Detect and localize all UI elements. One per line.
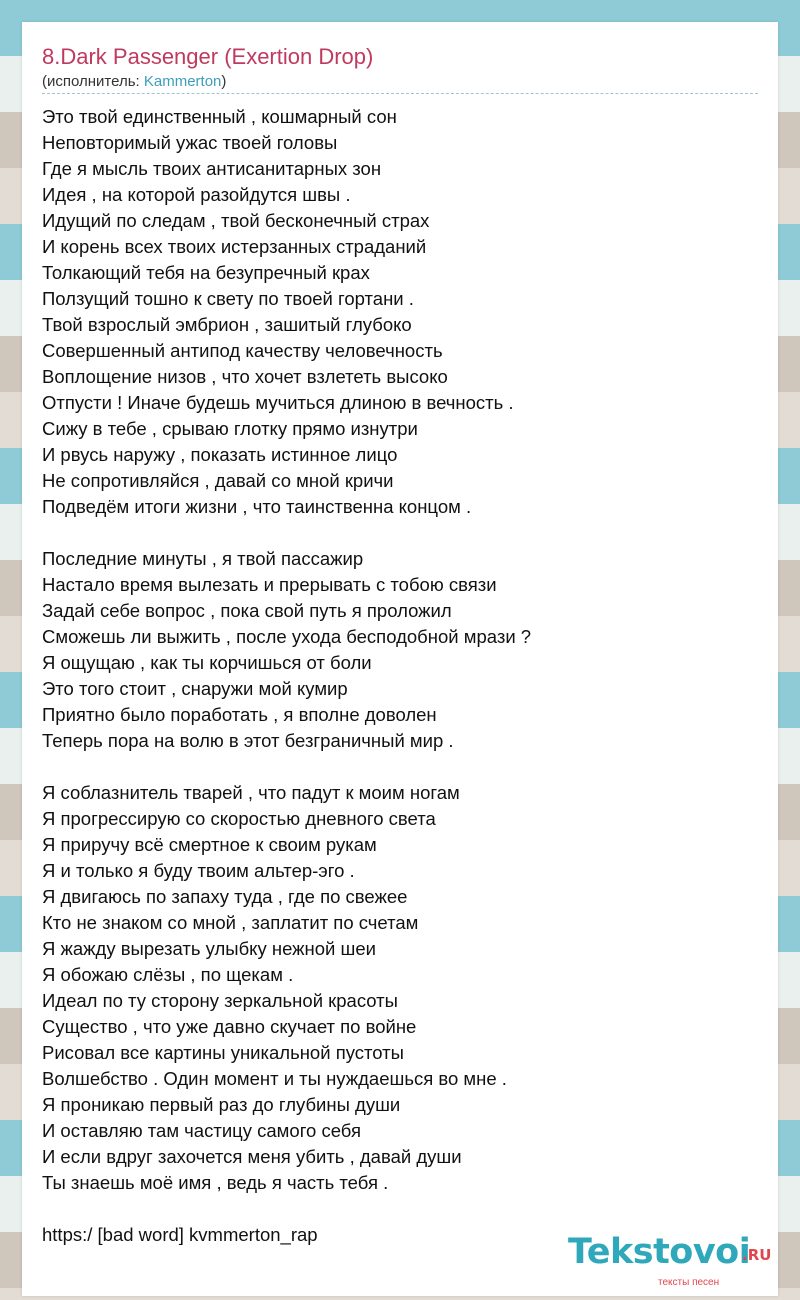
lyric-line: Идущий по следам , твой бесконечный страх	[42, 210, 430, 231]
artist-link[interactable]: Kammerton	[143, 73, 222, 90]
lyric-line: Я и только я буду твоим альтер-эго .	[42, 860, 355, 881]
verse	[42, 546, 762, 754]
lyric-line: Сижу в тебе , срываю глотку прямо изнутри	[42, 418, 418, 439]
lyric-line: Настало время вылезать и прерывать с тобою связи	[42, 574, 497, 595]
title-divider	[42, 93, 758, 94]
lyrics-card	[22, 22, 778, 1296]
lyric-line: Я приручу всё смертное к своим рукам	[42, 834, 377, 855]
lyric-line: Ты знаешь моё имя , ведь я часть тебя .	[42, 1172, 389, 1193]
lyric-line: Я обожаю слёзы , по щекам .	[42, 964, 294, 985]
verse	[42, 780, 762, 1196]
lyric-line: Толкающий тебя на безупречный крах	[42, 262, 370, 283]
lyric-line: Я ощущаю , как ты корчишься от боли	[42, 652, 372, 673]
lyric-line: Где я мысль твоих антисанитарных зон	[42, 158, 382, 179]
lyric-line: Существо , что уже давно скучает по войне	[42, 1016, 417, 1037]
lyric-line: Я двигаюсь по запаху туда , где по свежее	[42, 886, 408, 907]
lyric-line: Последние минуты , я твой пассажир	[42, 548, 364, 569]
lyric-line: Это твой единственный , кошмарный сон	[42, 106, 397, 127]
artist-line	[42, 73, 226, 90]
lyric-line: Это того стоит , снаружи мой кумир	[42, 678, 348, 699]
logo-tld: .RU	[742, 1246, 772, 1264]
lyric-line: Идеал по ту сторону зеркальной красоты	[42, 990, 398, 1011]
lyric-line: Совершенный антипод качеству человечность	[42, 340, 443, 361]
source-line: https:/ [bad word] kvmmerton_rap	[42, 1224, 318, 1245]
lyric-line: Я проникаю первый раз до глубины души	[42, 1094, 401, 1115]
lyric-line: И рвусь наружу , показать истинное лицо	[42, 444, 398, 465]
lyric-line: Отпусти ! Иначе будешь мучиться длиною в вечность .	[42, 392, 514, 413]
lyric-line: Теперь пора на волю в этот безграничный мир .	[42, 730, 454, 751]
logo-main-text: Tekstovoi	[568, 1232, 751, 1272]
lyric-line: Подведём итоги жизни , что таинственна концом .	[42, 496, 472, 517]
logo-subtitle: тексты песен	[658, 1277, 720, 1288]
lyric-line: Я жажду вырезать улыбку нежной шеи	[42, 938, 376, 959]
lyric-line: Я прогрессирую со скоростью дневного света	[42, 808, 436, 829]
verse	[42, 104, 762, 520]
lyric-line: Воплощение низов , что хочет взлететь высоко	[42, 366, 448, 387]
lyric-line: Волшебство . Один момент и ты нуждаешься во мне .	[42, 1068, 507, 1089]
lyric-line: Я соблазнитель тварей , что падут к моим ногам	[42, 782, 460, 803]
lyric-line: Задай себе вопрос , пока свой путь я проложил	[42, 600, 452, 621]
lyric-line: Неповторимый ужас твоей головы	[42, 132, 338, 153]
lyric-line: И оставляю там частицу самого себя	[42, 1120, 361, 1141]
artist-suffix: )	[221, 73, 227, 90]
lyric-line: Твой взрослый эмбрион , зашитый глубоко	[42, 314, 412, 335]
lyric-line: И корень всех твоих истерзанных страданий	[42, 236, 427, 257]
lyric-line: Сможешь ли выжить , после ухода бесподобной мрази ?	[42, 626, 532, 647]
lyrics-body	[42, 104, 762, 1222]
lyric-line: Кто не знаком со мной , заплатит по счетам	[42, 912, 419, 933]
artist-prefix: (исполнитель:	[42, 73, 144, 90]
lyric-line: Рисовал все картины уникальной пустоты	[42, 1042, 404, 1063]
lyric-line: Идея , на которой разойдутся швы .	[42, 184, 351, 205]
lyric-line: И если вдруг захочется меня убить , давай души	[42, 1146, 462, 1167]
lyric-line: Не сопротивляйся , давай со мной кричи	[42, 470, 394, 491]
song-title: 8.Dark Passenger (Exertion Drop)	[42, 44, 374, 69]
site-logo[interactable]	[568, 1232, 778, 1288]
lyric-line: Ползущий тошно к свету по твоей гортани .	[42, 288, 414, 309]
lyric-line: Приятно было поработать , я вполне доволен	[42, 704, 437, 725]
